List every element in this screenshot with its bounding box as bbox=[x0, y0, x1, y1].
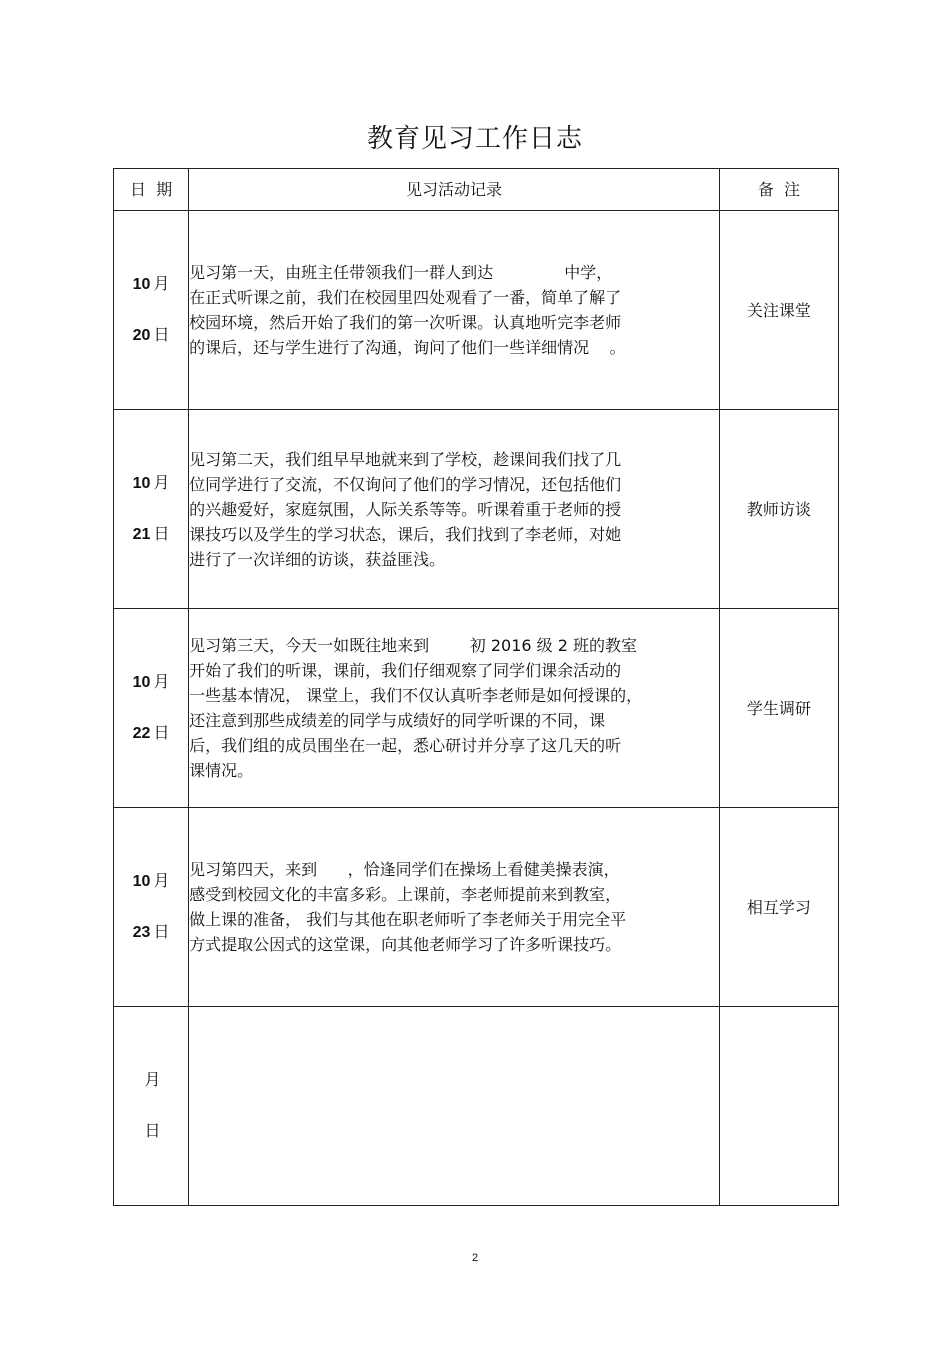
date-month bbox=[114, 458, 188, 509]
day-unit: 日 bbox=[153, 524, 170, 543]
date-cell bbox=[114, 808, 189, 1007]
month-number: 10 bbox=[132, 873, 151, 890]
month-number: 10 bbox=[132, 475, 151, 492]
month-number: 10 bbox=[132, 276, 151, 293]
date-day bbox=[114, 310, 188, 361]
month-unit: 月 bbox=[144, 1070, 161, 1089]
note-cell bbox=[719, 1007, 838, 1206]
date-day bbox=[114, 509, 188, 560]
record-cell bbox=[189, 1007, 720, 1206]
day-unit: 日 bbox=[144, 1121, 161, 1140]
page-number: 2 bbox=[471, 1252, 479, 1264]
day-unit: 日 bbox=[153, 325, 170, 344]
page-title: 教育见习工作日志 bbox=[366, 124, 583, 154]
note-cell: 相互学习 bbox=[719, 808, 838, 1007]
month-unit: 月 bbox=[153, 871, 170, 890]
record-text: 见习第二天，我们组早早地就来到了学校，趁课间我们找了几 位同学进行了交流，不仅询问了他们的学习情况，还包括他们 的兴趣爱好，家庭氛围，人际关系等等。听课着重于老师的授 课技巧以及学生的学习状态，课后，我们找到了李老师，对她 进行了一次详细的访谈，获益匪浅。 bbox=[189, 449, 622, 569]
day-unit: 日 bbox=[153, 723, 170, 742]
date-day bbox=[114, 708, 188, 759]
table-header-row bbox=[114, 169, 839, 211]
table-row bbox=[114, 1007, 839, 1206]
day-number: 23 bbox=[132, 924, 151, 941]
note-cell: 教师访谈 bbox=[719, 410, 838, 609]
record-text: 见习第一天，由班主任带领我们一群人到达 中学， 在正式听课之前，我们在校园里四处观看了一番，简单了解了 校园环境，然后开始了我们的第一次听课。认真地听完李老师 的课后，还与学生进行了沟通，询问了他们一些详细情况 。 bbox=[189, 263, 626, 357]
date-cell bbox=[114, 211, 189, 410]
month-number: 10 bbox=[132, 674, 151, 691]
day-number: 22 bbox=[132, 725, 151, 742]
table-row bbox=[114, 410, 839, 609]
day-number: 20 bbox=[132, 327, 151, 344]
note-cell: 关注课堂 bbox=[719, 211, 838, 410]
date-month bbox=[114, 856, 188, 907]
date-cell bbox=[114, 1007, 189, 1206]
table-row bbox=[114, 211, 839, 410]
month-unit: 月 bbox=[153, 672, 170, 691]
record-text: 见习第三天，今天一如既往地来到 初 2016 级 2 班的教室 开始了我们的听课，课前，我们仔细观察了同学们课余活动的 一些基本情况， 课堂上，我们不仅认真听李老师是如何授课的， 还注意到那些成绩差的同学与成绩好的同学听课的不同，课 后，我们组的成员围坐在一起，悉心研讨并分享了这几天的听 课情况。 bbox=[189, 636, 643, 780]
record-text: 见习第四天，来到 ，恰逢同学们在操场上看健美操表演， 感受到校园文化的丰富多彩。上课前，李老师提前来到教室， 做上课的准备， 我们与其他在职老师听了李老师关于用完全平 方式提取公因式的这堂课，向其他老师学习了许多听课技巧。 bbox=[189, 860, 627, 954]
date-day bbox=[114, 1106, 188, 1157]
month-unit: 月 bbox=[153, 473, 170, 492]
header-date: 日 期 bbox=[114, 169, 189, 211]
table-row bbox=[114, 609, 839, 808]
work-log-table bbox=[113, 168, 839, 1206]
day-unit: 日 bbox=[153, 922, 170, 941]
record-cell bbox=[189, 609, 720, 808]
date-cell bbox=[114, 609, 189, 808]
note-cell: 学生调研 bbox=[719, 609, 838, 808]
record-cell bbox=[189, 410, 720, 609]
date-day bbox=[114, 907, 188, 958]
date-month bbox=[114, 259, 188, 310]
header-record: 见习活动记录 bbox=[189, 169, 720, 211]
date-month bbox=[114, 1055, 188, 1106]
record-cell bbox=[189, 808, 720, 1007]
record-cell bbox=[189, 211, 720, 410]
header-note: 备 注 bbox=[719, 169, 838, 211]
date-month bbox=[114, 657, 188, 708]
day-number: 21 bbox=[132, 526, 151, 543]
date-cell bbox=[114, 410, 189, 609]
table-row bbox=[114, 808, 839, 1007]
month-unit: 月 bbox=[153, 274, 170, 293]
